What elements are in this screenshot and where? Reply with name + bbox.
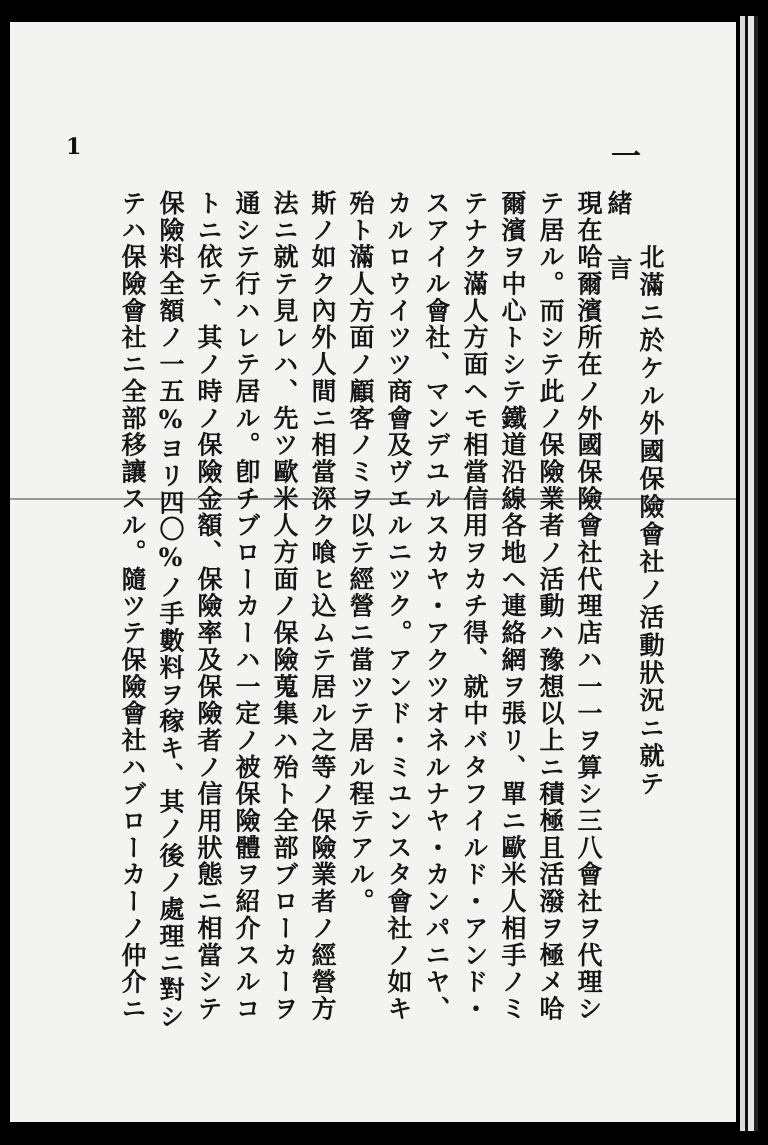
section-heading: 緒言 <box>604 190 633 320</box>
text-line-13: テハ保險會社ニ全部移讓スル。隨ツテ保險會社ハブローカーノ仲介ニ <box>118 190 147 1023</box>
document-title: 北滿ニ於ケル外國保險會社ノ活動狀況ニ就テ <box>636 244 665 798</box>
page-number: 1 <box>66 134 82 160</box>
text-line-5: スアイル會社、マンデユルスカヤ・アクツオネルナヤ・カンパニヤ、 <box>422 190 451 1023</box>
document-page <box>10 22 736 1122</box>
text-line-10: 通シテ行ハレテ居ル。卽チブローカーハ一定ノ被保險體ヲ紹介スルコ <box>232 190 261 1023</box>
section-number: 一 <box>605 140 640 170</box>
text-line-2: テ居ル。而シテ此ノ保險業者ノ活動ハ豫想以上ニ積極且活潑ヲ極メ哈 <box>536 190 565 1023</box>
text-line-1: 現在哈爾濱所在ノ外國保險會社代理店ハ一一ヲ算シ三八會社ヲ代理シ <box>574 190 603 1023</box>
text-line-12: 保險料全額ノ一五%ヨリ四〇%ノ手數料ヲ稼キ、其ノ後ノ處理ニ對シ <box>156 190 185 1031</box>
text-line-6: カルロウイツツ商會及ヴエルニツク。アンド・ミユンスタ會社ノ如キ <box>384 190 413 1023</box>
text-line-4: テナク滿人方面ヘモ相當信用ヲカチ得、就中バタフイルド・アンド・ <box>460 190 489 1023</box>
text-line-7: 殆ト滿人方面ノ顧客ノミヲ以テ經營ニ當ツテ居ル程テアル。 <box>346 190 375 915</box>
text-line-8: 斯ノ如ク內外人間ニ相當深ク喰ヒ込ムテ居ル之等ノ保險業者ノ經營方 <box>308 190 337 1023</box>
book-spine <box>740 16 758 1131</box>
text-line-11: トニ依テ、其ノ時ノ保險金額、保險率及保險者ノ信用狀態ニ相當シテ <box>194 190 223 1023</box>
text-line-3: 爾濱ヲ中心トシテ鐵道沿線各地ヘ連絡網ヲ張リ、單ニ歐米人相手ノミ <box>498 190 527 1023</box>
text-line-9: 法ニ就テ見レハ、先ツ歐米人方面ノ保險蒐集ハ殆ト全部ブローカーヲ <box>270 190 299 1023</box>
